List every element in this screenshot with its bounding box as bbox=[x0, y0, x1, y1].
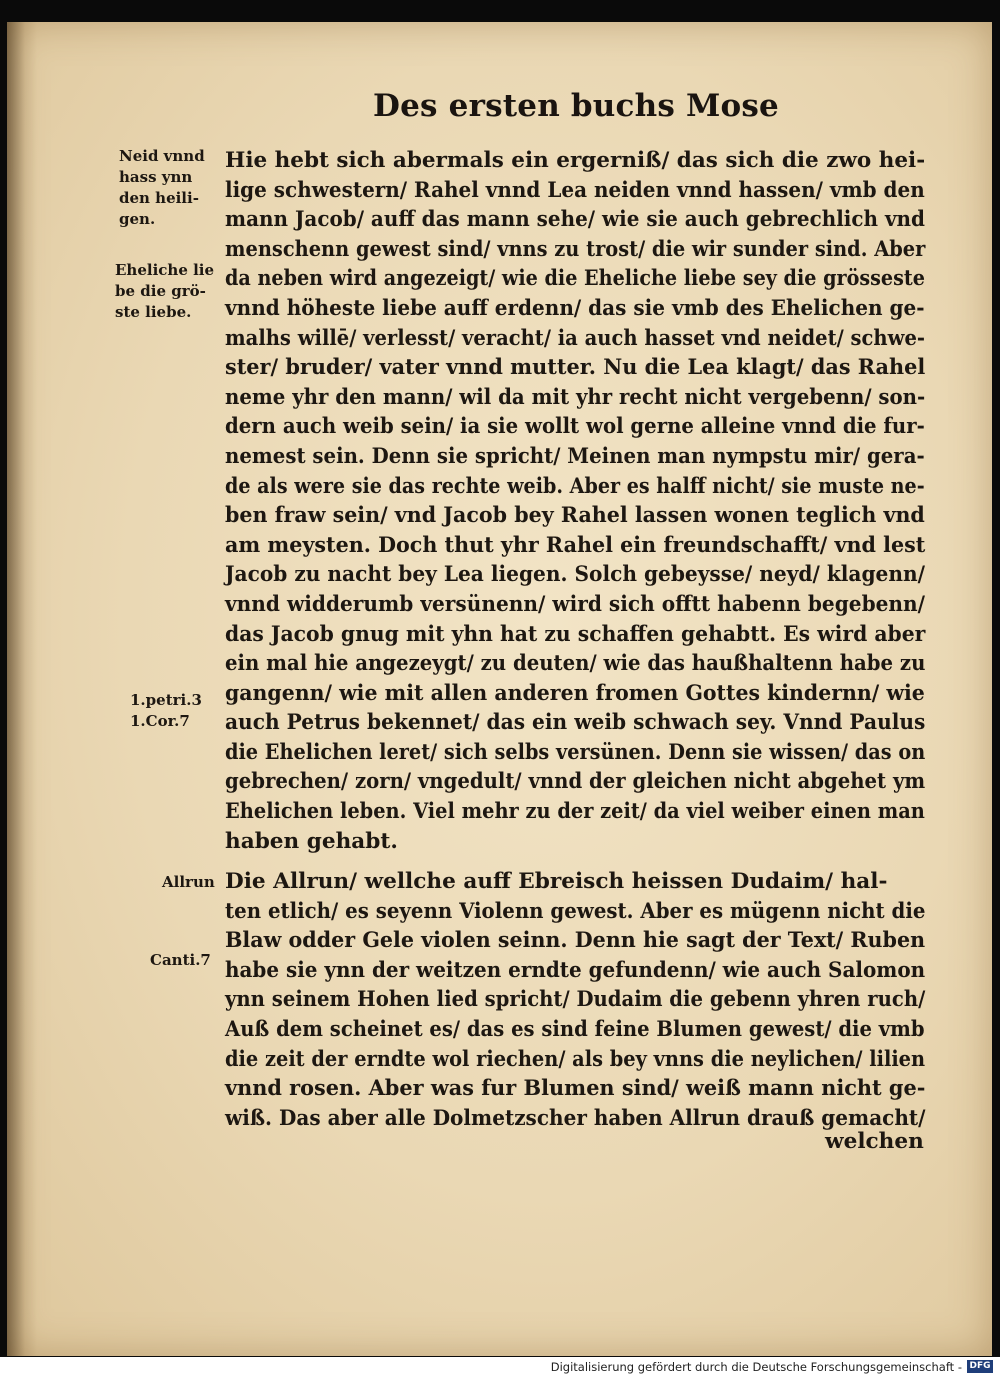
text-line: Jacob zu nacht bey Lea liegen. Solch gebeysse/ neyd/ klagenn/ bbox=[225, 562, 925, 588]
text-line: auch Petrus bekennet/ das ein weib schwach sey. Vnnd Paulus bbox=[225, 710, 926, 736]
binding-shadow bbox=[7, 22, 37, 1356]
text-line: ben fraw sein/ vnd Jacob bey Rahel lassen wonen teglich vnd bbox=[225, 503, 925, 529]
margin-note-eheliche-liebe bbox=[115, 260, 214, 323]
text-line: haben gehabt. bbox=[225, 828, 398, 854]
text-line: gangenn/ wie mit allen anderen fromen Gottes kindernn/ wie bbox=[225, 680, 925, 706]
text-line: vnnd rosen. Aber was fur Blumen sind/ weiß mann nicht ge- bbox=[225, 1076, 926, 1102]
margin-note-line: hass ynn bbox=[119, 168, 193, 186]
paragraph-rahel-lea bbox=[225, 146, 925, 856]
text-line: die Ehelichen leret/ sich selbs versünen. Denn sie wissen/ das on bbox=[225, 739, 926, 765]
book-page bbox=[7, 22, 992, 1356]
text-line: malhs willē/ verlesst/ veracht/ ia auch hasset vnd neidet/ schwe- bbox=[225, 325, 925, 351]
margin-note-line: Neid vnnd bbox=[119, 147, 205, 165]
text-line: am meysten. Doch thut yhr Rahel ein freundschafft/ vnd lest bbox=[225, 532, 926, 558]
text-line: ein mal hie angezeygt/ zu deuten/ wie das haußhaltenn habe zu bbox=[225, 651, 926, 677]
text-line: vnnd höheste liebe auff erdenn/ das sie vmb des Ehelichen ge- bbox=[225, 295, 925, 321]
funding-credit: Digitalisierung gefördert durch die Deutsche Forschungsgemeinschaft - bbox=[550, 1360, 962, 1374]
text-line: da neben wird angezeigt/ wie die Eheliche liebe sey die grösseste bbox=[225, 266, 925, 292]
text-line: lige schwestern/ Rahel vnnd Lea neiden vnnd hassen/ vmb den bbox=[225, 177, 925, 203]
catchword: welchen bbox=[825, 1129, 924, 1154]
margin-note-line: Eheliche lie bbox=[115, 261, 215, 279]
margin-note-line: Canti.7 bbox=[150, 951, 211, 969]
margin-note-line: ste liebe. bbox=[115, 303, 192, 321]
text-line: vnnd widderumb versünenn/ wird sich offtt habenn begebenn/ bbox=[225, 591, 925, 617]
text-line: das Jacob gnug mit yhn hat zu schaffen gehabtt. Es wird aber bbox=[225, 621, 926, 647]
margin-note-references bbox=[130, 690, 202, 732]
paragraph-allrun bbox=[225, 867, 925, 1133]
margin-note-line: den heili- bbox=[119, 189, 199, 207]
text-line: die zeit der erndte wol riechen/ als bey vnns die neylichen/ lilien bbox=[225, 1046, 926, 1072]
margin-note-line: 1.petri.3 bbox=[130, 691, 202, 709]
text-line: Auß dem scheinet es/ das es sind feine Blumen gewest/ die vmb bbox=[225, 1016, 925, 1042]
margin-note-canti bbox=[150, 950, 211, 971]
running-header: Des ersten buchs Mose bbox=[373, 88, 779, 124]
text-line: gebrechen/ zorn/ vngedult/ vnnd der gleichen nicht abgehet ym bbox=[225, 769, 926, 795]
margin-note-line: gen. bbox=[119, 210, 156, 228]
text-line: Ehelichen leben. Viel mehr zu der zeit/ da viel weiber einen man bbox=[225, 799, 925, 825]
dfg-logo-icon: DFG bbox=[967, 1360, 993, 1373]
text-line: ten etlich/ es seyenn Violenn gewest. Aber es mügenn nicht die bbox=[225, 898, 926, 924]
text-line: ster/ bruder/ vater vnnd mutter. Nu die Lea klagt/ das Rahel bbox=[225, 355, 926, 381]
text-line: neme yhr den mann/ wil da mit yhr recht nicht vergebenn/ son- bbox=[225, 384, 926, 410]
margin-note-allrun bbox=[162, 872, 215, 893]
text-line: habe sie ynn der weitzen erndte gefundenn/ wie auch Salomon bbox=[225, 957, 926, 983]
text-line: wiß. Das aber alle Dolmetzscher haben Allrun drauß gemacht/ bbox=[225, 1105, 926, 1131]
text-line: Die Allrun/ wellche auff Ebreisch heissen Dudaim/ hal- bbox=[225, 869, 888, 894]
text-line: nemest sein. Denn sie spricht/ Meinen man nympstu mir/ gera- bbox=[225, 443, 925, 469]
text-line: mann Jacob/ auff das mann sehe/ wie sie auch gebrechlich vnd bbox=[225, 207, 925, 233]
margin-note-neid bbox=[119, 146, 205, 230]
text-line: dern auch weib sein/ ia sie wollt wol gerne alleine vnnd die fur- bbox=[225, 414, 925, 440]
footer-bar bbox=[0, 1357, 1000, 1376]
margin-note-line: 1.Cor.7 bbox=[130, 712, 190, 730]
text-line: Hie hebt sich abermals ein ergerniß/ das sich die zwo hei- bbox=[225, 148, 926, 173]
margin-note-line: Allrun bbox=[162, 873, 215, 891]
text-line: ynn seinem Hohen lied spricht/ Dudaim die gebenn yhren ruch/ bbox=[225, 987, 926, 1013]
margin-note-line: be die grö- bbox=[115, 282, 206, 300]
text-line: menschenn gewest sind/ vnns zu trost/ die wir sunder sind. Aber bbox=[225, 236, 926, 262]
text-line: Blaw odder Gele violen seinn. Denn hie sagt der Text/ Ruben bbox=[225, 928, 926, 954]
text-line: de als were sie das rechte weib. Aber es halff nicht/ sie muste ne- bbox=[225, 473, 925, 499]
